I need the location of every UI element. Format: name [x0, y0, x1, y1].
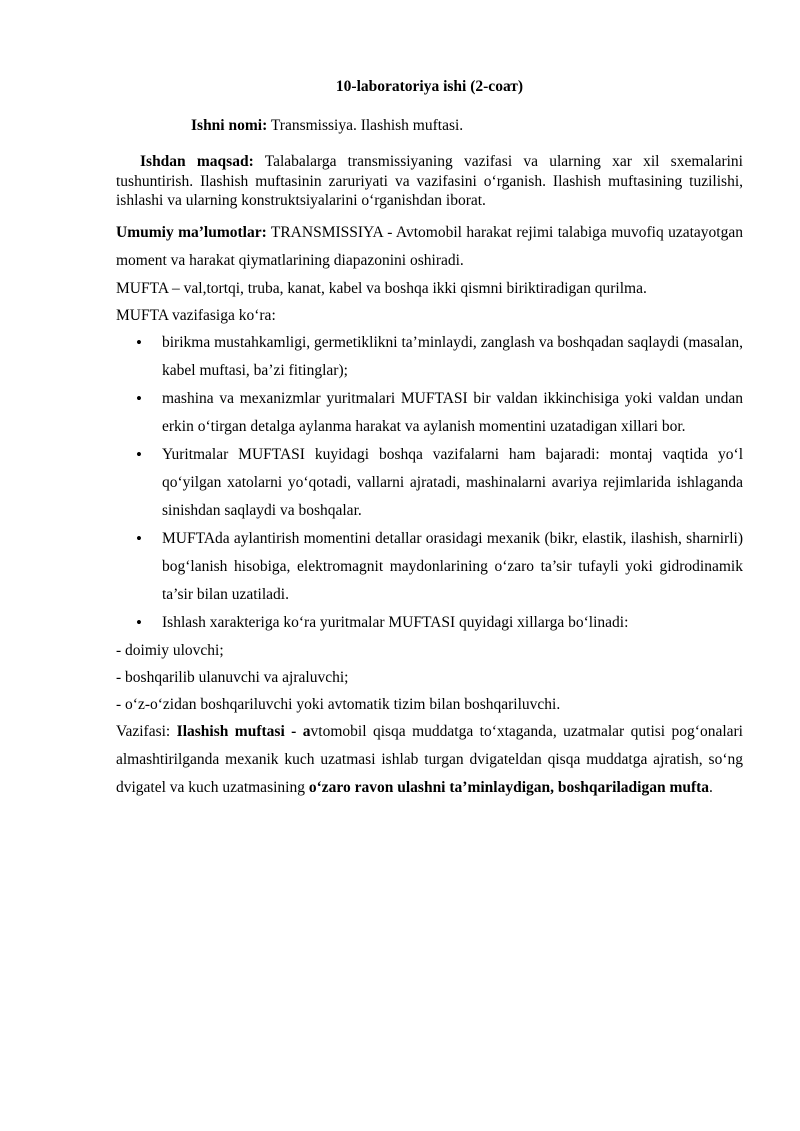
list-item — [116, 525, 743, 609]
general-info-paragraph — [116, 219, 743, 275]
list-item — [116, 385, 743, 441]
general-info-text: TRANSMISSIYA - Avtomobil harakat rejimi talabiga muvofiq uzatayotgan moment va harakat qiymatlarining diapazonini oshiradi. — [116, 223, 743, 269]
function-emphasis: o‘zaro ravon ulashni ta’minlaydigan, boshqariladigan mufta — [308, 778, 710, 796]
list-item-text: Ishlash xarakteriga ko‘ra yuritmalar MUFTASI quyidagi xillarga bo‘linadi: — [162, 613, 629, 631]
mufta-purpose-intro: MUFTA vazifasiga ko‘ra: — [116, 306, 276, 324]
page-title: 10-laboratoriya ishi (2-соат) — [335, 78, 524, 95]
work-name-label: Ishni nomi: — [191, 117, 268, 134]
goal-paragraph — [116, 152, 743, 211]
function-label: Vazifasi: — [116, 722, 171, 740]
purpose-bullet-list — [116, 329, 743, 637]
list-item — [116, 609, 743, 637]
bullet-icon: • — [136, 444, 142, 464]
general-info-label: Umumiy ma’lumotlar: — [116, 223, 267, 241]
list-item-text: MUFTAda aylantirish momentini detallar orasidagi mexanik (bikr, elastik, ilashish, sharnirli) bog‘lanish hisobiga, elektromagnit maydonlarining o‘zaro ta’sir tufayli yoki gidrodinamik ta’sir bilan uzatiladi. — [162, 529, 743, 603]
type-item-controlled: - boshqarilib ulanuvchi va ajraluvchi; — [116, 668, 349, 686]
bullet-icon: • — [136, 528, 142, 548]
mufta-definition: MUFTA – val,tortqi, truba, kanat, kabel va boshqa ikki qismni biriktiradigan qurilma. — [116, 279, 647, 297]
document-page — [116, 76, 743, 802]
title-block — [116, 76, 743, 98]
list-item-text: Yuritmalar MUFTASI kuyidagi boshqa vazifalarni ham bajaradi: montaj vaqtida yo‘l qo‘yilgan xatolarni yo‘qotadi, vallarni ajratadi, mashinalarni avariya rejimlarida ishlaganda sinishdan saqlaydi va boshqalar. — [162, 445, 743, 519]
list-item — [116, 329, 743, 385]
type-item-automatic: - o‘z-o‘zidan boshqariluvchi yoki avtomatik tizim bilan boshqariluvchi. — [116, 695, 561, 713]
list-item-text: birikma mustahkamligi, germetiklikni ta’minlaydi, zanglash va boshqadan saqlaydi (masalan, kabel muftasi, ba’zi fitinglar); — [162, 333, 743, 379]
bullet-icon: • — [136, 612, 142, 632]
type-item-constant: - doimiy ulovchi; — [116, 641, 224, 659]
work-name-value: Transmissiya. Ilashish muftasi. — [270, 117, 464, 134]
bullet-icon: • — [136, 388, 142, 408]
function-term: Ilashish muftasi - a — [176, 722, 311, 740]
list-item-text: mashina va mexanizmlar yuritmalari MUFTASI bir valdan ikkinchisiga yoki valdan undan erkin o‘tirgan detalga aylanma harakat va aylanish momentini uzatadigan xillari bor. — [162, 389, 743, 435]
goal-text: Talabalarga transmissiyaning vazifasi va ularning xar xil sxemalarini tushuntirish. Ilashish muftasinin zaruriyati va vazifasini o‘rganish. Ilashish muftasining tuzilishi, ishlashi va ularning konstruktsiyalarini o‘rganishdan iborat. — [116, 153, 743, 209]
goal-label: Ishdan maqsad: — [140, 153, 254, 170]
function-paragraph — [116, 718, 743, 802]
bullet-icon: • — [136, 332, 142, 352]
work-name-line — [191, 115, 743, 137]
list-item — [116, 441, 743, 525]
function-text: vtomobil qisqa muddatga to‘xtaganda, uzatmalar qutisi pog‘onalari almashtirilganda mexanik kuch uzatmasi ishlab turgan dvigateldan qisqa muddatga ajratish, so‘ng dvigatel va kuch uzatmasining — [116, 722, 743, 796]
function-end-punct: . — [709, 778, 713, 796]
